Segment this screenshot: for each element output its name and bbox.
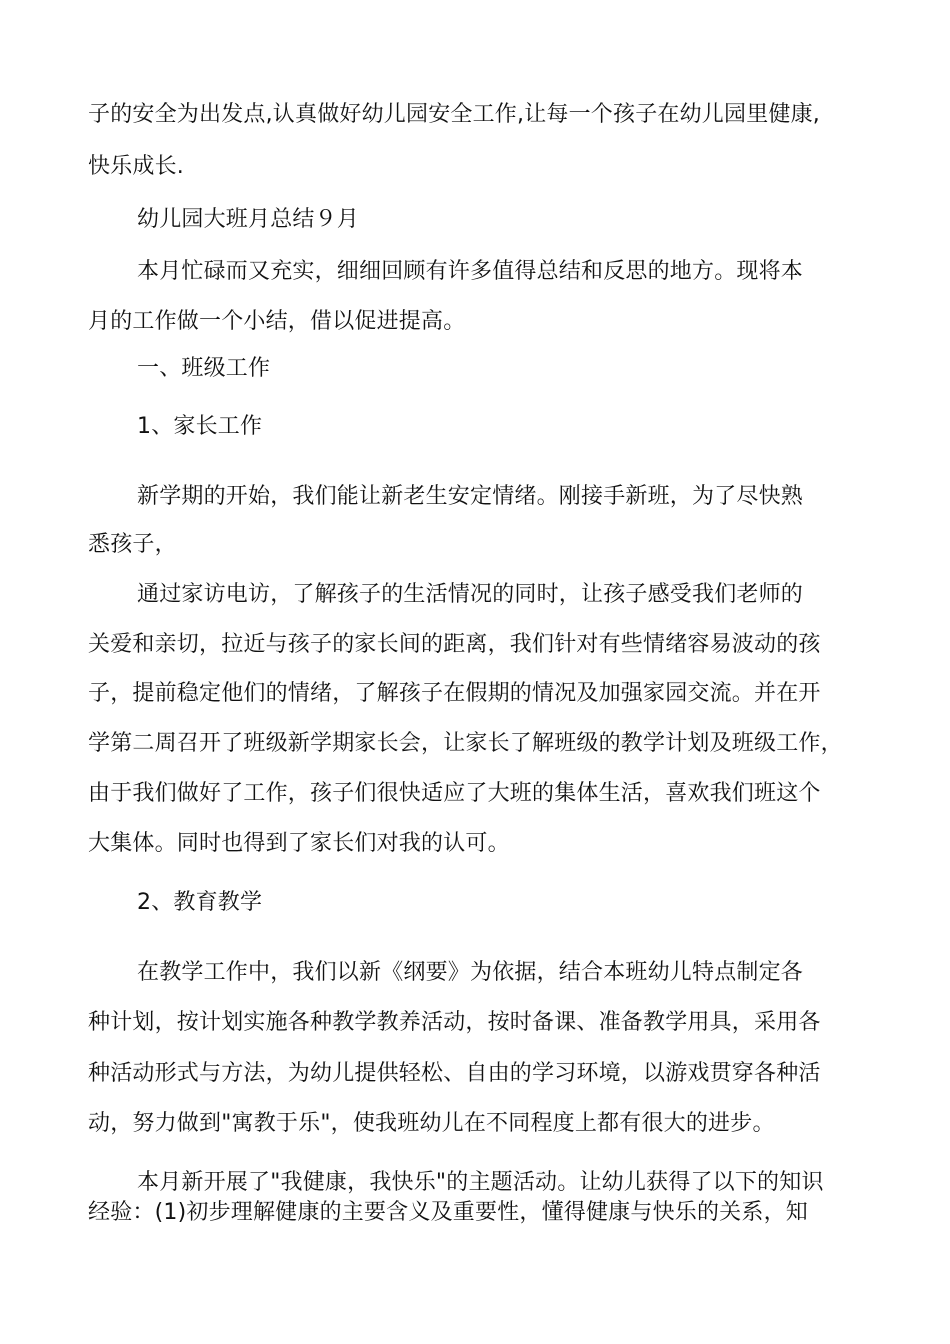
heading-parent-work: 1、家长工作 <box>137 414 263 439</box>
heading-education-teaching: 2、教育教学 <box>137 890 263 915</box>
paragraph-line: 关爱和亲切，拉近与孩子的家长间的距离，我们针对有些情绪容易波动的孩 <box>88 632 821 657</box>
paragraph-line: 本月忙碌而又充实，细细回顾有许多值得总结和反思的地方。现将本 <box>137 259 804 284</box>
paragraph-line: 动，努力做到"寓教于乐"，使我班幼儿在不同程度上都有很大的进步。 <box>88 1111 775 1136</box>
paragraph-line: 通过家访电访，了解孩子的生活情况的同时，让孩子感受我们老师的 <box>137 582 804 607</box>
section-title: 幼儿园大班月总结９月 <box>137 207 360 232</box>
paragraph-line: 新学期的开始，我们能让新老生安定情绪。刚接手新班，为了尽快熟 <box>137 484 804 509</box>
paragraph-line: 在教学工作中，我们以新《纲要》为依据，结合本班幼儿特点制定各 <box>137 960 804 985</box>
paragraph-line: 子，提前稳定他们的情绪，了解孩子在假期的情况及加强家园交流。并在开 <box>88 681 821 706</box>
paragraph-line: 悉孩子， <box>88 532 177 557</box>
paragraph-line: 学第二周召开了班级新学期家长会，让家长了解班级的教学计划及班级工作， <box>88 731 843 756</box>
paragraph-line: 经验：(1)初步理解健康的主要含义及重要性，懂得健康与快乐的关系，知 <box>88 1200 808 1225</box>
paragraph-line: 种计划，按计划实施各种教学教养活动，按时备课、准备教学用具，采用各 <box>88 1010 821 1035</box>
heading-class-work: 一、班级工作 <box>137 356 271 381</box>
paragraph-line: 月的工作做一个小结，借以促进提高。 <box>88 309 466 334</box>
text-line: 快乐成长. <box>88 154 184 179</box>
paragraph-line: 由于我们做好了工作，孩子们很快适应了大班的集体生活，喜欢我们班这个 <box>88 781 821 806</box>
paragraph-line: 大集体。同时也得到了家长们对我的认可。 <box>88 831 510 856</box>
paragraph-line: 本月新开展了"我健康，我快乐"的主题活动。让幼儿获得了以下的知识 <box>137 1170 824 1195</box>
text-line: 子的安全为出发点,认真做好幼儿园安全工作,让每一个孩子在幼儿园里健康, <box>88 102 820 127</box>
paragraph-line: 种活动形式与方法，为幼儿提供轻松、自由的学习环境，以游戏贯穿各种活 <box>88 1061 821 1086</box>
